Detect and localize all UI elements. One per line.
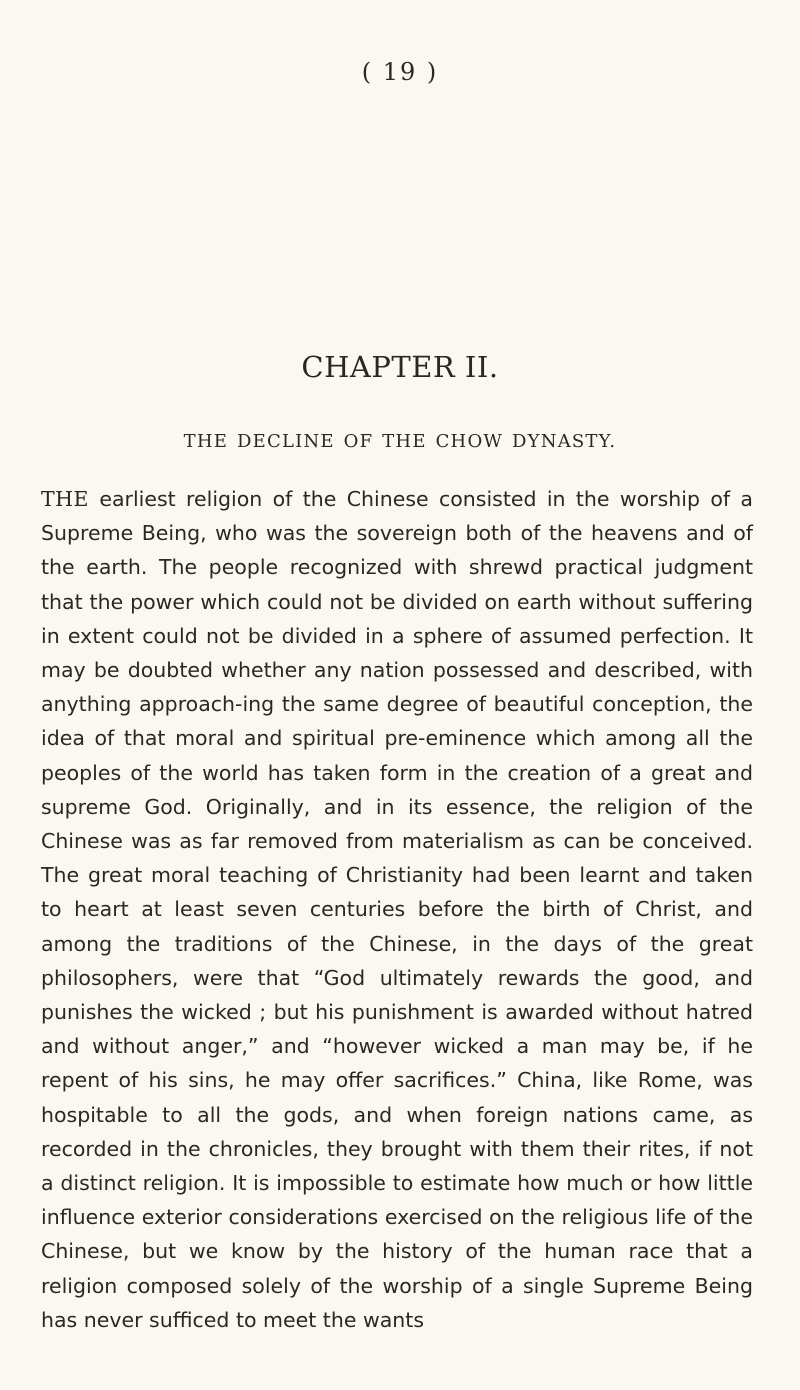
page-number: ( 19 ) (361, 58, 439, 86)
chapter-title: THE DECLINE OF THE CHOW DYNASTY. (183, 431, 617, 452)
body-paragraph (41, 482, 753, 1337)
lead-word: THE (41, 487, 90, 511)
chapter-heading: CHAPTER II. (301, 350, 499, 384)
body-text: earliest religion of the Chinese consisted in the worship of a Supreme Being, who was the sovereign both of the heavens and of the earth. The people recognized with shrewd practical judgment that the power which could not be divided on earth without suffering in extent could not be divided in a sphere of assumed perfection. It may be doubted whether any nation possessed and described, with anything approach-ing the same degree of beautiful conception, the idea of that moral and spiritual pre-eminence which among all the peoples of the world has taken form in the creation of a great and supreme God. Originally, and in its essence, the religion of the Chinese was as far removed from materialism as can be conceived. The great moral teaching of Christianity had been learnt and taken to heart at least seven centuries before the birth of Christ, and among the traditions of the Chinese, in the days of the great philosophers, were that “God ultimately rewards the good, and punishes the wicked ; but his punishment is awarded without hatred and without anger,” and “however wicked a man may be, if he repent of his sins, he may offer sacrifices.” China, like Rome, was hospitable to all the gods, and when foreign nations came, as recorded in the chronicles, they brought with them their rites, if not a distinct religion. It is impossible to estimate how much or how little influence exterior considerations exercised on the religious life of the Chinese, but we know by the history of the human race that a religion composed solely of the worship of a single Supreme Being has never sufficed to meet the wants (41, 487, 753, 1332)
